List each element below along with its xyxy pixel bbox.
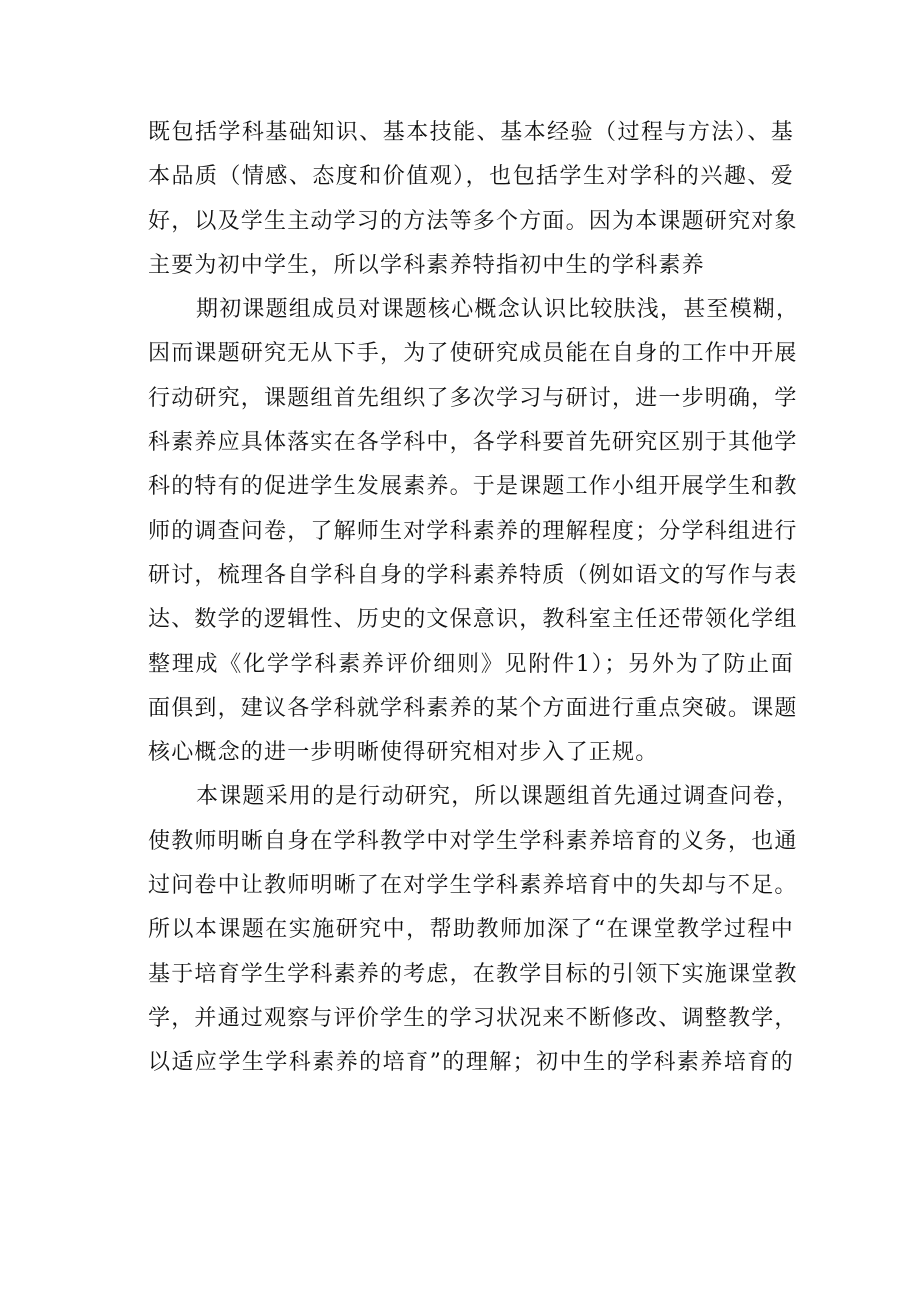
text-line: 基于培育学生学科素养的考虑，在教学目标的引领下实施课堂教: [148, 961, 798, 987]
text-line: 使教师明晰自身在学科教学中对学生学科素养培育的义务，也通: [148, 828, 798, 854]
document-body: [148, 111, 800, 1086]
text-line: 整理成《化学学科素养评价细则》见附件1）；另外为了防止面: [148, 651, 794, 677]
text-line: 学，并通过观察与评价学生的学习状况来不断修改、调整教学，: [148, 1005, 798, 1031]
text-line: 本课题采用的是行动研究，所以课题组首先通过调查问卷，: [196, 784, 800, 810]
text-line: 主要为初中学生，所以学科素养特指初中生的学科素养: [148, 252, 705, 278]
text-line: 期初课题组成员对课题核心概念认识比较肤浅，甚至模糊，: [196, 297, 800, 323]
text-line: 所以本课题在实施研究中，帮助教师加深了“在课堂教学过程中: [148, 917, 794, 943]
text-line: 达、数学的逻辑性、历史的文保意识，教科室主任还带领化学组: [148, 607, 798, 633]
text-line: 研讨，梳理各自学科自身的学科素养特质（例如语文的写作与表: [148, 562, 798, 588]
paragraph-3: [148, 775, 800, 1085]
paragraph-1: [148, 111, 798, 288]
text-line: 既包括学科基础知识、基本技能、基本经验（过程与方法）、基: [148, 120, 794, 145]
text-line: 师的调查问卷，了解师生对学科素养的理解程度；分学科组进行: [148, 518, 798, 544]
text-line: 因而课题研究无从下手，为了使研究成员能在自身的工作中开展: [148, 341, 798, 367]
text-line: 科素养应具体落实在各学科中，各学科要首先研究区别于其他学: [148, 430, 798, 456]
paragraph-2: [148, 288, 800, 775]
text-line: 核心概念的进一步明晰使得研究相对步入了正规。: [148, 740, 659, 766]
text-line: 科的特有的促进学生发展素养。于是课题工作小组开展学生和教: [148, 474, 798, 500]
text-line: 好，以及学生主动学习的方法等多个方面。因为本课题研究对象: [148, 208, 798, 234]
text-line: 行动研究，课题组首先组织了多次学习与研讨，进一步明确，学: [148, 385, 798, 411]
text-line: 过问卷中让教师明晰了在对学生学科素养培育中的失却与不足。: [148, 873, 798, 899]
text-line: 面俱到，建议各学科就学科素养的某个方面进行重点突破。课题: [148, 695, 798, 721]
text-line: 以适应学生学科素养的培育”的理解；初中生的学科素养培育的: [148, 1050, 794, 1076]
text-line: 本品质（情感、态度和价值观），也包括学生对学科的兴趣、爱: [148, 164, 794, 190]
